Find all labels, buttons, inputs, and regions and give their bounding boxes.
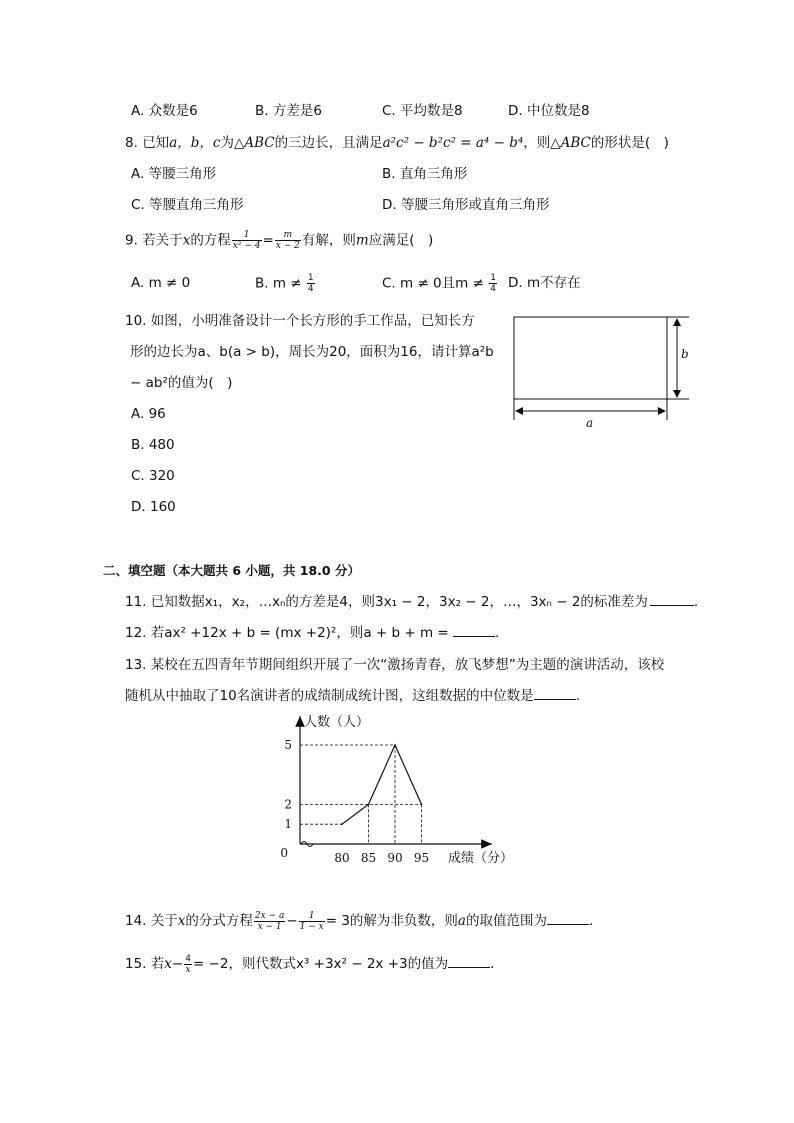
q13-answer-blank[interactable]	[534, 685, 576, 700]
q9-fraction-2: $\frac{m}{x - 2}$	[275, 230, 300, 251]
y-tick-5: 5	[284, 738, 292, 752]
q7-option-d: D. 中位数是8	[508, 103, 590, 119]
rectangle-shape	[514, 317, 667, 399]
q8-option-a: A. 等腰三角形	[131, 166, 217, 182]
q15-answer-blank[interactable]	[448, 953, 490, 968]
q15-fraction: $\frac{4}{x}$	[185, 953, 191, 975]
score-chart	[270, 708, 530, 873]
q10-option-b: B. 480	[131, 437, 175, 453]
label-b: b	[681, 347, 689, 361]
q7-option-a: A. 众数是6	[131, 103, 198, 119]
series-line	[340, 745, 422, 824]
x-axis-label: 成绩（分）	[448, 851, 514, 866]
q10-line-2: 形的边长为a、b(a > b)，周长为20，面积为16，请计算a²b	[130, 344, 494, 360]
q9-option-c: C. m ≠ 0且m ≠ $\frac{1}{4}$	[382, 273, 496, 294]
q7-option-c: C. 平均数是8	[382, 103, 463, 119]
q8-option-c: C. 等腰直角三角形	[131, 197, 244, 213]
q9-option-b: B. m ≠ $\frac{1}{4}$	[255, 273, 314, 294]
q9-option-a: A. m ≠ 0	[131, 275, 191, 291]
q10-line-3: − ab²的值为( )	[130, 375, 233, 391]
x-tick-85: 85	[360, 851, 377, 865]
q13-line-2: 随机从中抽取了10名演讲者的成绩制成统计图，这组数据的中位数是 .	[125, 685, 580, 706]
q9-option-d: D. m不存在	[508, 275, 581, 291]
data-point-80	[341, 823, 343, 825]
x-tick-80: 80	[334, 851, 350, 865]
q13-line-1: 13. 某校在五四青年节期间组织开展了一次“激扬青春，放飞梦想”为主题的演讲活动，该校	[125, 657, 665, 673]
q14-stem: 14. 关于x的分式方程 $\frac{2x - a}{x - 1}$ − $\frac{1}{1 - x}$ = 3的解为非负数，则a的取值范围为 .	[125, 910, 594, 932]
q10-option-a: A. 96	[131, 406, 166, 422]
y-tick-1: 1	[284, 817, 292, 832]
q8-stem: 8. 已知a，b，c为△ABC的三边长，且满足a²c² − b²c² = a⁴ − b⁴，则△ABC的形状是( )	[125, 135, 669, 151]
q9-fraction-1: $\frac{1}{\text{x² − 4}}$	[232, 230, 261, 251]
origin-label: 0	[280, 846, 288, 860]
q10-option-c: C. 320	[131, 468, 175, 484]
q10-line-1: 10. 如图，小明准备设计一个长方形的手工作品，已知长方	[125, 313, 475, 329]
q11-answer-blank[interactable]	[650, 591, 694, 606]
q12-stem: 12. 若ax² +12x + b = (mx +2)²，则a + b + m = .	[125, 622, 499, 643]
q7-option-b: B. 方差是6	[255, 103, 322, 119]
q14-fraction-1: $\frac{2x - a}{x - 1}$	[254, 910, 285, 932]
q8-option-b: B. 直角三角形	[382, 166, 468, 182]
data-point-95	[421, 804, 423, 806]
q9-stem: 9. 若关于x的方程 $\frac{1}{\text{x² − 4}}$ = $\frac{m}{x - 2}$ 有解，则m应满足( )	[125, 230, 434, 251]
y-axis-label: 人数（人）	[304, 715, 370, 730]
q8-option-d: D. 等腰三角形或直角三角形	[382, 197, 550, 213]
rectangle-figure	[505, 308, 705, 433]
q14-fraction-2: $\frac{1}{1 - x}$	[299, 910, 324, 932]
y-tick-2: 2	[284, 797, 292, 812]
q15-stem: 15. 若x− $\frac{4}{x}$ = −2，则代数式x³ +3x² − 2x +3的值为 .	[125, 953, 495, 975]
data-point-85	[368, 804, 370, 806]
q11-stem: 11. 已知数据x₁，x₂，…xₙ的方差是4，则3x₁ − 2，3x₂ − 2，…，3xₙ − 2的标准差为 .	[125, 591, 698, 612]
x-tick-95: 95	[413, 851, 430, 865]
q12-answer-blank[interactable]	[453, 622, 495, 637]
section-title: 二、填空题（本大题共 6 小题，共 18.0 分）	[103, 563, 360, 578]
q10-option-d: D. 160	[131, 499, 176, 515]
q14-answer-blank[interactable]	[547, 910, 589, 925]
data-point-90	[394, 744, 396, 746]
x-tick-90: 90	[387, 851, 403, 865]
label-a: a	[586, 416, 594, 430]
